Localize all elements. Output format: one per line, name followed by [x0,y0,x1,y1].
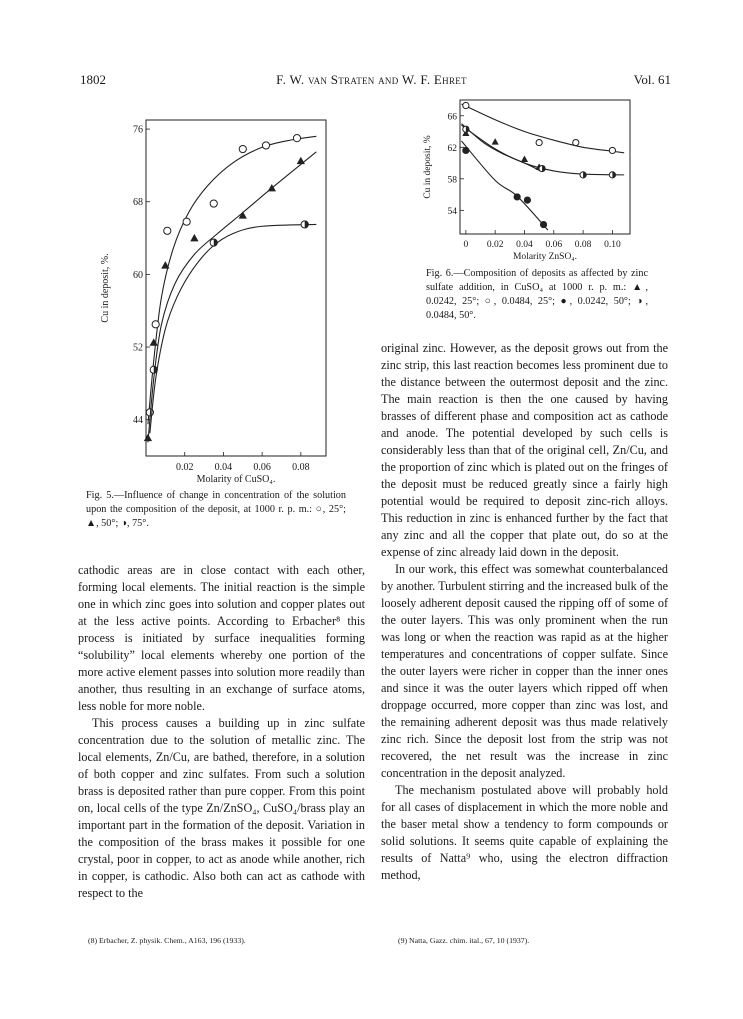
open-circle-point [536,139,542,145]
x-tick-label: 0 [463,240,469,250]
right-paragraph-2: In our work, this effect was somewhat counterbalanced by another. Turbulent stirring and the increased bulk of the loosely adherent deposit caused the ripping off of some of the outer layers. This was only prominent when the run was long or when the reaction was rapid as at the higher temperatures and concentrations of copper sulfate. Since the outer layers were richer in copper than the inner ones and since it was the outer layers which ripped off when droppage occurred, more copper than zinc was lost, and the remaining adherent deposit was thus made relatively zinc rich. Since the deposit lost from the strip was not recovered, the net result was the increase in zinc concentration in the deposit analyzed. [381,562,668,780]
x-tick-label: 0.06 [545,240,563,250]
x-tick-label: 0.08 [292,462,310,473]
figure-6-caption: Fig. 6.—Composition of deposits as affected by zinc sulfate addition, in CuSO₄ at 1000 r. p. m.: ▲, 0.0242, 25°; ○, 0.0484, 25°; ●, 0.0242, 50°; ◑, 0.0484, 50°. [426,268,648,321]
series-1-curve [461,104,624,153]
filled-circle-point [514,194,520,200]
series-1-curve [148,152,316,443]
filled-circle-point [524,197,530,203]
open-circle-point [609,147,615,153]
filled-triangle-point [297,157,305,164]
footnote-8: (8) Erbacher, Z. physik. Chem., A163, 196 (1933). [88,936,246,945]
open-circle-point [239,145,246,152]
filled-circle-point [540,221,546,227]
filled-triangle-point [492,138,499,144]
y-tick-label: 62 [447,143,457,154]
footnote-9: (9) Natta, Gazz. chim. ital., 67, 10 (1937). [398,936,530,945]
x-tick-label: 0.02 [486,240,504,250]
figure-5-chart [88,98,338,498]
right-paragraph-3: The mechanism postulated above will probably hold for all cases of displacement in which the more noble and the baser metal show a tendency to form compounds or solid solutions. It seems quite capable of explaining the results of Natta⁹ who, using the electron diffraction method, [381,783,668,882]
y-tick-label: 68 [133,197,143,209]
filled-triangle-point [144,434,152,441]
left-paragraph-2: This process causes a building up in zinc sulfate concentration due to the solution of metallic zinc. The local elements, Zn/Cu, are bathed, therefore, in a solution of both copper and zinc sulfates. From such a solution brass is deposited rather than pure copper. From this point on, local cells of the type Zn/ZnSO₄, CuSO₄/brass play an important part in the formation of the deposit. Variation in the composition of the brass makes it possible for one crystal, poor in copper, to act as anode while another, rich in copper, is cathodic. Also both can act as cathode with respect to the [78,716,365,900]
y-tick-label: 76 [133,124,143,136]
open-circle-point [573,139,579,145]
filled-triangle-point [521,156,528,162]
x-tick-label: 0.04 [516,240,533,250]
left-column [78,562,365,902]
volume-label: Vol. 61 [633,72,671,87]
figure-5-caption: Fig. 5.—Influence of change in concentration of the solution upon the composition of the deposit, at 1000 r. p. m.: ○, 25°; ▲, 50°; ◑, 75°. [86,490,346,529]
x-tick-label: 0.04 [214,462,233,473]
series-2-curve [150,224,316,433]
x-tick-label: 0.10 [604,240,621,250]
y-axis-label: Cu in deposit, % [423,135,433,199]
y-tick-label: 54 [447,206,457,217]
y-tick-label: 44 [133,415,143,427]
y-axis-label: Cu in deposit, %. [100,253,111,323]
open-circle-point [293,135,300,142]
open-circle-point [262,142,269,149]
filled-triangle-point [190,234,198,241]
x-tick-label: 0.08 [574,240,592,250]
filled-circle-point [463,147,469,153]
x-tick-label: 0.02 [175,462,194,473]
y-tick-label: 66 [447,112,457,123]
figure-6-chart [410,98,650,278]
page-number: 1802 [80,72,106,87]
open-circle-point [164,227,171,234]
series-0-curve [148,136,316,424]
right-column [381,340,668,884]
y-tick-label: 60 [133,269,143,281]
open-circle-point [463,102,469,108]
open-circle-point [183,218,190,225]
open-circle-point [210,200,217,207]
x-axis-label: Molarity ZnSO₄. [512,252,578,262]
x-axis-label: Molarity of CuSO₄. [196,474,276,485]
y-tick-label: 52 [133,342,143,354]
y-tick-label: 58 [447,175,457,186]
left-paragraph-1: cathodic areas are in close contact with each other, forming local elements. The initial reaction is the simple one in which zinc goes into solution and copper plates out at the less active points. According to Erbacher⁸ this process is initiated by surface inequalities forming “solubility” local elements whereby one portion of the more active element passes into solution more readily than another, thus resulting in an exchange of surface atoms, less noble for more noble. [78,563,365,713]
x-tick-label: 0.06 [253,462,271,473]
open-circle-point [152,321,159,328]
right-paragraph-1: original zinc. However, as the deposit grows out from the zinc strip, this last reaction becomes less prominent due to the distance between the outermost deposit and the zinc. The main reaction is then the one caused by having brasses of different phase and composition act as cathode and anode. The potential developed by such cells is considerably less than that of the original cell, Zn/Cu, and the proportion of zinc which is plated out on the fringes of the deposit must be reduced greatly since a fairly high potential would be required to deposit zinc-rich alloys. This reduction in zinc is enhanced further by the fact that any zinc and all the copper that plate out, do so at the expense of zinc already laid down in the deposit. [381,341,668,559]
filled-triangle-point [150,338,158,345]
running-header: F. W. van Straten and W. F. Ehret [276,72,467,87]
